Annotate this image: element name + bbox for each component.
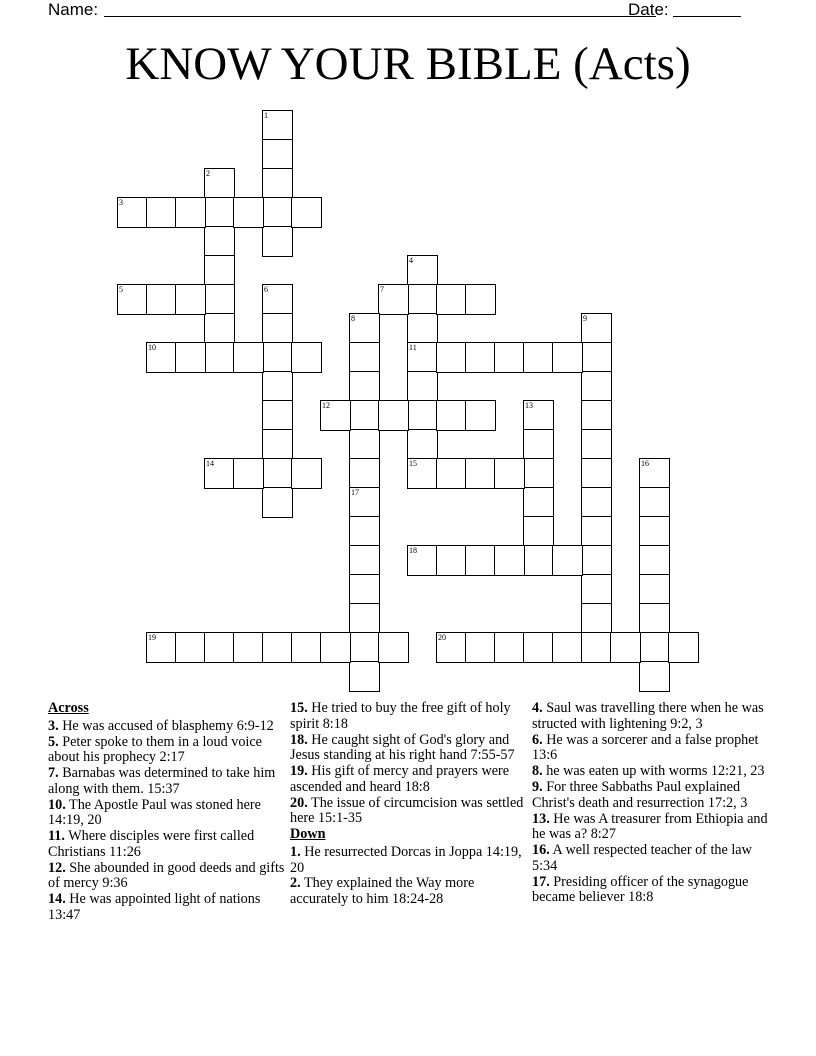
grid-cell[interactable] xyxy=(349,603,380,634)
grid-cell[interactable] xyxy=(204,284,235,315)
grid-cell[interactable] xyxy=(349,632,380,663)
grid-cell[interactable] xyxy=(175,632,206,663)
grid-cell[interactable] xyxy=(204,226,235,257)
grid-cell[interactable] xyxy=(262,110,293,141)
cell-number: 13 xyxy=(525,401,533,410)
grid-cell[interactable] xyxy=(146,342,177,373)
grid-cell[interactable] xyxy=(378,400,409,431)
grid-cell[interactable] xyxy=(204,168,235,199)
clue-across-15: 15. He tried to buy the free gift of holy spirit 8:18 xyxy=(290,700,511,732)
grid-cell[interactable] xyxy=(465,342,496,373)
grid-cell[interactable] xyxy=(465,458,496,489)
cell-number: 15 xyxy=(409,459,417,468)
clues-column-1 xyxy=(48,701,288,924)
clue-down-16: 16. A well respected teacher of the law 5:34 xyxy=(532,842,752,874)
grid-cell[interactable] xyxy=(291,342,322,373)
grid-cell[interactable] xyxy=(581,574,612,605)
cell-number: 17 xyxy=(351,488,359,497)
grid-cell[interactable] xyxy=(639,574,670,605)
grid-cell[interactable] xyxy=(349,516,380,547)
grid-cell[interactable] xyxy=(320,400,351,431)
grid-cell[interactable] xyxy=(262,197,293,228)
cell-number: 18 xyxy=(409,546,417,555)
grid-cell[interactable] xyxy=(639,545,670,576)
grid-cell[interactable] xyxy=(146,284,177,315)
clue-across-7: 7. Barnabas was determined to take him along with them. 15:37 xyxy=(48,765,276,797)
clue-across-14: 14. He was appointed light of nations 13:47 xyxy=(48,891,261,924)
grid-cell[interactable] xyxy=(262,284,293,315)
grid-cell[interactable] xyxy=(204,313,235,344)
clue-across-3: 3. He was accused of blasphemy 6:9-12 xyxy=(48,717,274,734)
grid-cell[interactable] xyxy=(204,458,235,489)
cell-number: 20 xyxy=(438,633,446,642)
grid-cell[interactable] xyxy=(552,632,583,663)
grid-cell[interactable] xyxy=(233,197,264,228)
grid-cell[interactable] xyxy=(523,342,554,373)
grid-cell[interactable] xyxy=(581,545,612,576)
grid-cell[interactable] xyxy=(581,458,612,489)
grid-cell[interactable] xyxy=(494,342,525,373)
clue-down-4: 4. Saul was travelling there when he was structed with lightening 9:2, 3 xyxy=(532,700,764,732)
clue-across-10: 10. The Apostle Paul was stoned here 14:19, 20 xyxy=(48,796,261,829)
grid-cell[interactable] xyxy=(349,661,380,692)
grid-cell[interactable] xyxy=(494,545,525,576)
grid-cell[interactable] xyxy=(523,458,554,489)
grid-cell[interactable] xyxy=(494,458,525,489)
grid-cell[interactable] xyxy=(407,313,438,344)
grid-cell[interactable] xyxy=(523,487,554,518)
grid-cell[interactable] xyxy=(407,284,438,315)
cell-number: 4 xyxy=(409,256,413,265)
grid-cell[interactable] xyxy=(610,632,641,663)
grid-cell[interactable] xyxy=(581,487,612,518)
grid-cell[interactable] xyxy=(349,574,380,605)
grid-cell[interactable] xyxy=(668,632,699,663)
grid-cell[interactable] xyxy=(262,632,293,663)
grid-cell[interactable] xyxy=(407,458,438,489)
grid-cell[interactable] xyxy=(262,400,293,431)
grid-cell[interactable] xyxy=(581,429,612,460)
grid-cell[interactable] xyxy=(581,313,612,344)
grid-cell[interactable] xyxy=(349,487,380,518)
grid-cell[interactable] xyxy=(436,284,467,315)
clue-across-20: 20. The issue of circumcision was settled here 15:1-35 xyxy=(290,794,524,827)
grid-cell[interactable] xyxy=(349,342,380,373)
page-title: KNOW YOUR BIBLE (Acts) xyxy=(125,38,691,90)
cell-number: 1 xyxy=(264,111,268,120)
grid-cell[interactable] xyxy=(262,313,293,344)
clue-across-12: 12. She abounded in good deeds and gifts of mercy 9:36 xyxy=(48,859,285,892)
cell-number: 5 xyxy=(119,285,123,294)
clues-column-2 xyxy=(290,701,530,908)
grid-cell[interactable] xyxy=(146,197,177,228)
clue-down-17: 17. Presiding officer of the synagogue became believer 18:8 xyxy=(532,873,749,906)
grid-cell[interactable] xyxy=(407,545,438,576)
grid-cell[interactable] xyxy=(349,313,380,344)
grid-cell[interactable] xyxy=(204,342,235,373)
grid-cell[interactable] xyxy=(407,342,438,373)
grid-cell[interactable] xyxy=(349,545,380,576)
grid-cell[interactable] xyxy=(204,197,235,228)
grid-cell[interactable] xyxy=(581,371,612,402)
grid-cell[interactable] xyxy=(552,342,583,373)
clue-down-1: 1. He resurrected Dorcas in Joppa 14:19, 20 xyxy=(290,843,522,876)
grid-cell[interactable] xyxy=(407,255,438,286)
grid-cell[interactable] xyxy=(552,545,583,576)
clue-down-6: 6. He was a sorcerer and a false prophet 13:6 xyxy=(532,731,759,764)
grid-cell[interactable] xyxy=(291,197,322,228)
grid-cell[interactable] xyxy=(465,545,496,576)
grid-cell[interactable] xyxy=(639,458,670,489)
grid-cell[interactable] xyxy=(262,139,293,170)
cell-number: 2 xyxy=(206,169,210,178)
grid-cell[interactable] xyxy=(639,661,670,692)
clue-across-18: 18. He caught sight of God's glory and Jesus standing at his right hand 7:55-57 xyxy=(290,731,515,764)
grid-cell[interactable] xyxy=(175,342,206,373)
grid-cell[interactable] xyxy=(465,400,496,431)
cell-number: 9 xyxy=(583,314,587,323)
grid-cell[interactable] xyxy=(436,458,467,489)
grid-cell[interactable] xyxy=(407,400,438,431)
grid-cell[interactable] xyxy=(639,603,670,634)
grid-cell[interactable] xyxy=(465,632,496,663)
cell-number: 19 xyxy=(148,633,156,642)
clue-down-2: 2. They explained the Way more accurately to him 18:24-28 xyxy=(290,875,475,908)
grid-cell[interactable] xyxy=(581,516,612,547)
grid-cell[interactable] xyxy=(233,458,264,489)
grid-cell[interactable] xyxy=(407,429,438,460)
grid-cell[interactable] xyxy=(523,632,554,663)
across-heading: Across xyxy=(48,700,89,716)
grid-cell[interactable] xyxy=(233,632,264,663)
grid-cell[interactable] xyxy=(233,342,264,373)
grid-cell[interactable] xyxy=(117,197,148,228)
clue-down-8: 8. he was eaten up with worms 12:21, 23 xyxy=(532,763,765,780)
grid-cell[interactable] xyxy=(378,632,409,663)
cell-number: 7 xyxy=(380,285,384,294)
grid-cell[interactable] xyxy=(436,342,467,373)
grid-cell[interactable] xyxy=(378,284,409,315)
grid-cell[interactable] xyxy=(320,632,351,663)
grid-cell[interactable] xyxy=(146,632,177,663)
grid-cell[interactable] xyxy=(581,342,612,373)
grid-cell[interactable] xyxy=(436,632,467,663)
clue-across-5: 5. Peter spoke to them in a loud voice about his prophecy 2:17 xyxy=(48,733,262,766)
grid-cell[interactable] xyxy=(523,516,554,547)
grid-cell[interactable] xyxy=(523,400,554,431)
grid-cell[interactable] xyxy=(581,603,612,634)
clue-down-9: 9. For three Sabbaths Paul explained Christ's death and resurrection 17:2, 3 xyxy=(532,779,748,811)
grid-cell[interactable] xyxy=(523,545,554,576)
cell-number: 8 xyxy=(351,314,355,323)
clue-down-13: 13. He was A treasurer from Ethiopia and he was a? 8:27 xyxy=(532,810,768,843)
grid-cell[interactable] xyxy=(262,487,293,518)
clues-column-3 xyxy=(532,701,772,906)
name-label: Name: xyxy=(48,0,99,19)
date-label: Date: xyxy=(628,0,669,19)
cell-number: 16 xyxy=(641,459,649,468)
grid-cell[interactable] xyxy=(581,400,612,431)
grid-cell[interactable] xyxy=(349,429,380,460)
clue-across-11: 11. Where disciples were first called Christians 11:26 xyxy=(48,828,255,860)
grid-cell[interactable] xyxy=(349,371,380,402)
grid-cell[interactable] xyxy=(494,632,525,663)
cell-number: 12 xyxy=(322,401,330,410)
grid-cell[interactable] xyxy=(349,458,380,489)
grid-cell[interactable] xyxy=(639,487,670,518)
cell-number: 11 xyxy=(409,343,417,352)
clue-across-19: 19. His gift of mercy and prayers were ascended and heard 18:8 xyxy=(290,763,510,795)
grid-cell[interactable] xyxy=(523,429,554,460)
grid-cell[interactable] xyxy=(639,516,670,547)
grid-cell[interactable] xyxy=(204,255,235,286)
grid-cell[interactable] xyxy=(117,284,148,315)
grid-cell[interactable] xyxy=(436,545,467,576)
grid-cell[interactable] xyxy=(291,458,322,489)
grid-cell[interactable] xyxy=(349,400,380,431)
grid-cell[interactable] xyxy=(581,632,612,663)
cell-number: 14 xyxy=(206,459,214,468)
cell-number: 3 xyxy=(119,198,123,207)
down-heading: Down xyxy=(290,826,326,843)
grid-cell[interactable] xyxy=(436,400,467,431)
grid-cell[interactable] xyxy=(204,632,235,663)
grid-cell[interactable] xyxy=(175,197,206,228)
grid-cell[interactable] xyxy=(465,284,496,315)
grid-cell[interactable] xyxy=(262,226,293,257)
grid-cell[interactable] xyxy=(291,632,322,663)
grid-cell[interactable] xyxy=(262,429,293,460)
grid-cell[interactable] xyxy=(262,371,293,402)
grid-cell[interactable] xyxy=(639,632,670,663)
cell-number: 10 xyxy=(148,343,156,352)
grid-cell[interactable] xyxy=(262,342,293,373)
grid-cell[interactable] xyxy=(262,458,293,489)
grid-cell[interactable] xyxy=(262,168,293,199)
grid-cell[interactable] xyxy=(407,371,438,402)
cell-number: 6 xyxy=(264,285,268,294)
grid-cell[interactable] xyxy=(175,284,206,315)
